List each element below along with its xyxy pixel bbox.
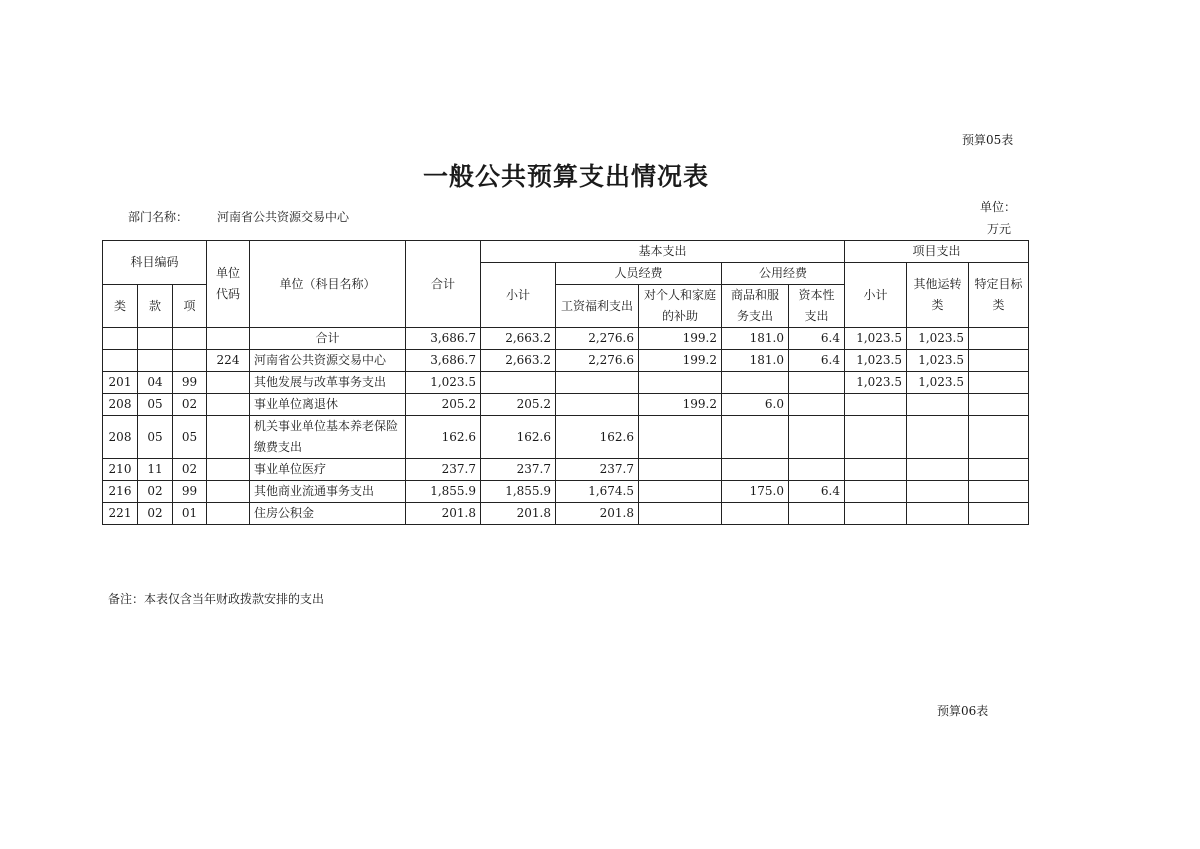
row-goods bbox=[722, 459, 789, 481]
header-subsidy: 对个人和家庭的补助 bbox=[639, 285, 722, 328]
table-row bbox=[103, 459, 1029, 481]
row-basic-subtotal: 162.6 bbox=[481, 416, 556, 459]
row-salary: 237.7 bbox=[556, 459, 639, 481]
table-row bbox=[103, 416, 1029, 459]
header-personnel: 人员经费 bbox=[556, 263, 722, 285]
row-kuan bbox=[138, 350, 173, 372]
row-other-ops bbox=[907, 416, 969, 459]
table-row bbox=[103, 394, 1029, 416]
row-capital: 6.4 bbox=[789, 328, 845, 350]
row-basic-subtotal: 1,855.9 bbox=[481, 481, 556, 503]
row-total: 3,686.7 bbox=[406, 350, 481, 372]
row-subsidy bbox=[639, 481, 722, 503]
table-row bbox=[103, 328, 1029, 350]
row-total: 201.8 bbox=[406, 503, 481, 525]
header-kuan: 款 bbox=[138, 285, 173, 328]
row-kuan: 02 bbox=[138, 481, 173, 503]
row-goods: 181.0 bbox=[722, 328, 789, 350]
header-project: 项目支出 bbox=[845, 241, 1029, 263]
header-basic-subtotal: 小计 bbox=[481, 263, 556, 328]
row-subsidy: 199.2 bbox=[639, 328, 722, 350]
row-basic-subtotal bbox=[481, 372, 556, 394]
row-special bbox=[969, 350, 1029, 372]
row-other-ops: 1,023.5 bbox=[907, 350, 969, 372]
expenditure-table bbox=[102, 240, 1029, 525]
row-goods bbox=[722, 372, 789, 394]
row-unit-code bbox=[207, 394, 250, 416]
row-xiang bbox=[173, 350, 207, 372]
department-name: 河南省公共资源交易中心 bbox=[217, 210, 350, 224]
header-project-subtotal: 小计 bbox=[845, 263, 907, 328]
row-goods bbox=[722, 416, 789, 459]
row-salary: 1,674.5 bbox=[556, 481, 639, 503]
row-unit-code bbox=[207, 503, 250, 525]
row-unit-name: 住房公积金 bbox=[250, 503, 406, 525]
row-project-subtotal: 1,023.5 bbox=[845, 328, 907, 350]
row-project-subtotal bbox=[845, 416, 907, 459]
row-unit-code bbox=[207, 481, 250, 503]
row-total: 237.7 bbox=[406, 459, 481, 481]
row-special bbox=[969, 503, 1029, 525]
row-xiang: 01 bbox=[173, 503, 207, 525]
row-kuan bbox=[138, 328, 173, 350]
row-lei bbox=[103, 328, 138, 350]
row-kuan: 05 bbox=[138, 416, 173, 459]
row-salary bbox=[556, 372, 639, 394]
header-unit-code: 单位代码 bbox=[207, 241, 250, 328]
row-unit-code bbox=[207, 416, 250, 459]
row-total: 1,855.9 bbox=[406, 481, 481, 503]
row-total: 205.2 bbox=[406, 394, 481, 416]
row-unit-code bbox=[207, 459, 250, 481]
row-project-subtotal: 1,023.5 bbox=[845, 372, 907, 394]
header-xiang: 项 bbox=[173, 285, 207, 328]
row-unit-name: 其他发展与改革事务支出 bbox=[250, 372, 406, 394]
row-subsidy bbox=[639, 416, 722, 459]
header-salary: 工资福利支出 bbox=[556, 285, 639, 328]
row-salary: 2,276.6 bbox=[556, 328, 639, 350]
row-basic-subtotal: 237.7 bbox=[481, 459, 556, 481]
row-capital bbox=[789, 372, 845, 394]
row-unit-code: 224 bbox=[207, 350, 250, 372]
row-subsidy: 199.2 bbox=[639, 350, 722, 372]
row-special bbox=[969, 481, 1029, 503]
row-lei bbox=[103, 350, 138, 372]
next-table-number: 预算06表 bbox=[937, 704, 989, 718]
header-special: 特定目标类 bbox=[969, 263, 1029, 328]
row-kuan: 02 bbox=[138, 503, 173, 525]
header-basic: 基本支出 bbox=[481, 241, 845, 263]
footnote: 备注：本表仅含当年财政拨款安排的支出 bbox=[108, 592, 325, 606]
row-other-ops: 1,023.5 bbox=[907, 372, 969, 394]
row-other-ops bbox=[907, 503, 969, 525]
table-row bbox=[103, 372, 1029, 394]
unit-value: 万元 bbox=[987, 222, 1012, 236]
row-xiang: 99 bbox=[173, 481, 207, 503]
row-subsidy bbox=[639, 372, 722, 394]
row-capital bbox=[789, 459, 845, 481]
row-goods bbox=[722, 503, 789, 525]
row-unit-name: 事业单位医疗 bbox=[250, 459, 406, 481]
row-basic-subtotal: 2,663.2 bbox=[481, 350, 556, 372]
row-unit-code bbox=[207, 372, 250, 394]
header-lei: 类 bbox=[103, 285, 138, 328]
row-project-subtotal bbox=[845, 481, 907, 503]
row-salary: 201.8 bbox=[556, 503, 639, 525]
row-capital: 6.4 bbox=[789, 350, 845, 372]
header-subject-code: 科目编码 bbox=[103, 241, 207, 285]
table-row bbox=[103, 350, 1029, 372]
table-row bbox=[103, 503, 1029, 525]
row-other-ops bbox=[907, 481, 969, 503]
row-basic-subtotal: 201.8 bbox=[481, 503, 556, 525]
row-salary bbox=[556, 394, 639, 416]
row-xiang: 02 bbox=[173, 394, 207, 416]
row-special bbox=[969, 394, 1029, 416]
row-total: 3,686.7 bbox=[406, 328, 481, 350]
header-unit-name: 单位（科目名称） bbox=[250, 241, 406, 328]
row-lei: 208 bbox=[103, 394, 138, 416]
row-special bbox=[969, 372, 1029, 394]
row-total: 162.6 bbox=[406, 416, 481, 459]
row-unit-name: 合计 bbox=[250, 328, 406, 350]
row-kuan: 05 bbox=[138, 394, 173, 416]
row-unit-name: 事业单位离退休 bbox=[250, 394, 406, 416]
row-unit-code bbox=[207, 328, 250, 350]
row-capital bbox=[789, 416, 845, 459]
page-title: 一般公共预算支出情况表 bbox=[422, 162, 709, 191]
row-special bbox=[969, 416, 1029, 459]
header-other-ops: 其他运转类 bbox=[907, 263, 969, 328]
row-project-subtotal: 1,023.5 bbox=[845, 350, 907, 372]
row-lei: 210 bbox=[103, 459, 138, 481]
row-lei: 208 bbox=[103, 416, 138, 459]
row-subsidy bbox=[639, 459, 722, 481]
row-lei: 201 bbox=[103, 372, 138, 394]
row-special bbox=[969, 328, 1029, 350]
header-total: 合计 bbox=[406, 241, 481, 328]
table-row bbox=[103, 481, 1029, 503]
table-number: 预算05表 bbox=[962, 133, 1014, 147]
row-xiang bbox=[173, 328, 207, 350]
row-salary: 162.6 bbox=[556, 416, 639, 459]
row-kuan: 11 bbox=[138, 459, 173, 481]
row-salary: 2,276.6 bbox=[556, 350, 639, 372]
header-capital: 资本性支出 bbox=[789, 285, 845, 328]
row-project-subtotal bbox=[845, 503, 907, 525]
row-lei: 216 bbox=[103, 481, 138, 503]
row-total: 1,023.5 bbox=[406, 372, 481, 394]
row-special bbox=[969, 459, 1029, 481]
department-label: 部门名称： bbox=[128, 210, 189, 224]
row-xiang: 02 bbox=[173, 459, 207, 481]
row-subsidy bbox=[639, 503, 722, 525]
header-public-funds: 公用经费 bbox=[722, 263, 845, 285]
row-xiang: 05 bbox=[173, 416, 207, 459]
row-capital bbox=[789, 394, 845, 416]
row-other-ops: 1,023.5 bbox=[907, 328, 969, 350]
row-basic-subtotal: 2,663.2 bbox=[481, 328, 556, 350]
row-goods: 181.0 bbox=[722, 350, 789, 372]
unit-label: 单位： bbox=[980, 200, 1017, 214]
row-other-ops bbox=[907, 394, 969, 416]
row-subsidy: 199.2 bbox=[639, 394, 722, 416]
row-unit-name: 河南省公共资源交易中心 bbox=[250, 350, 406, 372]
row-capital bbox=[789, 503, 845, 525]
row-goods: 175.0 bbox=[722, 481, 789, 503]
row-other-ops bbox=[907, 459, 969, 481]
row-unit-name: 机关事业单位基本养老保险缴费支出 bbox=[250, 416, 406, 459]
row-basic-subtotal: 205.2 bbox=[481, 394, 556, 416]
row-capital: 6.4 bbox=[789, 481, 845, 503]
row-lei: 221 bbox=[103, 503, 138, 525]
row-unit-name: 其他商业流通事务支出 bbox=[250, 481, 406, 503]
row-project-subtotal bbox=[845, 394, 907, 416]
row-kuan: 04 bbox=[138, 372, 173, 394]
row-goods: 6.0 bbox=[722, 394, 789, 416]
row-project-subtotal bbox=[845, 459, 907, 481]
row-xiang: 99 bbox=[173, 372, 207, 394]
header-goods: 商品和服务支出 bbox=[722, 285, 789, 328]
